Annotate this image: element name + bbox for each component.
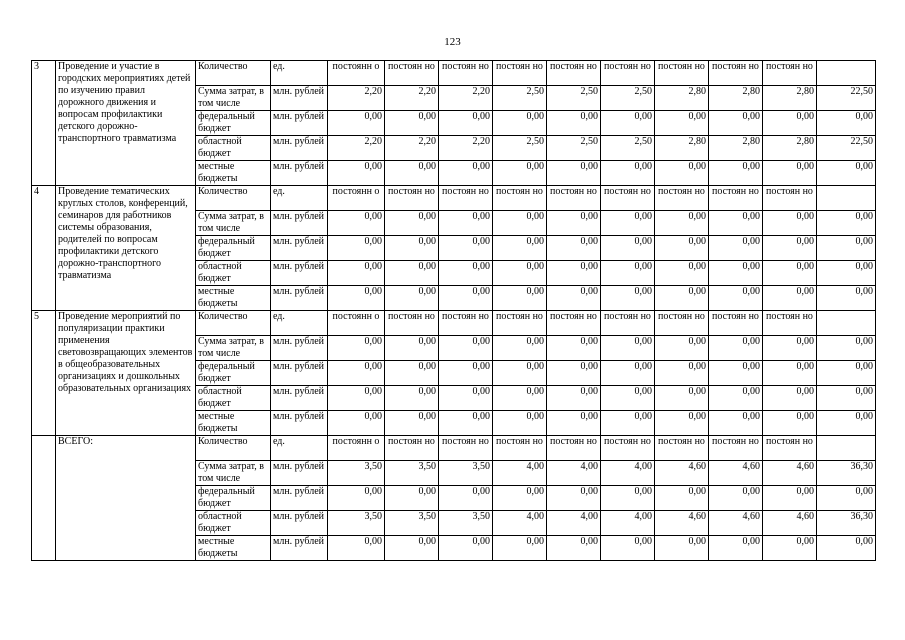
year-value-cell: 4,60 <box>709 511 763 536</box>
table-row <box>32 186 876 211</box>
indicator-cell: областной бюджет <box>196 511 271 536</box>
year-value-cell: 0,00 <box>709 336 763 361</box>
year-value-cell: 0,00 <box>655 336 709 361</box>
year-value-cell: 0,00 <box>547 236 601 261</box>
unit-cell: млн. рублей <box>271 361 328 386</box>
year-value-cell: 4,60 <box>709 461 763 486</box>
activity-name: Проведение тематических круглых столов, конференций, семинаров для работников системы образования, родителей по вопросам профилактики детского дорожно-транспортного травматизма <box>56 186 196 311</box>
year-value-cell: 0,00 <box>601 261 655 286</box>
indicator-cell: Сумма затрат, в том числе <box>196 86 271 111</box>
year-value-cell: 0,00 <box>493 411 547 436</box>
year-value-cell: 0,00 <box>328 386 385 411</box>
activity-number: 4 <box>32 186 56 311</box>
year-value-cell: постоян но <box>763 61 817 86</box>
activity-name: Проведение и участие в городских мероприятиях детей по изучению правил дорожного движения и вопросам профилактики детского дорожно-транспортного травматизма <box>56 61 196 186</box>
year-value-cell: 0,00 <box>439 261 493 286</box>
indicator-cell: областной бюджет <box>196 136 271 161</box>
year-value-cell: 3,50 <box>328 461 385 486</box>
year-value-cell: 0,00 <box>709 361 763 386</box>
year-value-cell: 0,00 <box>601 211 655 236</box>
indicator-cell: местные бюджеты <box>196 161 271 186</box>
year-value-cell: 0,00 <box>763 386 817 411</box>
year-value-cell: 0,00 <box>655 386 709 411</box>
indicator-cell: федеральный бюджет <box>196 486 271 511</box>
indicator-cell: местные бюджеты <box>196 411 271 436</box>
year-value-cell: 0,00 <box>493 486 547 511</box>
indicator-cell: Сумма затрат, в том числе <box>196 336 271 361</box>
year-value-cell: 0,00 <box>547 211 601 236</box>
year-value-cell: 0,00 <box>439 386 493 411</box>
year-value-cell: постоян но <box>439 61 493 86</box>
year-value-cell: постоян но <box>601 436 655 461</box>
year-value-cell: 2,20 <box>439 136 493 161</box>
year-value-cell: постоян но <box>709 186 763 211</box>
year-value-cell: 0,00 <box>328 111 385 136</box>
year-value-cell: постоян но <box>439 436 493 461</box>
year-value-cell: постоян но <box>493 436 547 461</box>
year-value-cell: 3,50 <box>439 461 493 486</box>
year-value-cell: 0,00 <box>763 236 817 261</box>
year-value-cell: 0,00 <box>763 111 817 136</box>
year-value-cell: 0,00 <box>547 486 601 511</box>
year-value-cell: постоян но <box>655 311 709 336</box>
unit-cell: ед. <box>271 186 328 211</box>
unit-cell: млн. рублей <box>271 86 328 111</box>
year-value-cell: постоян но <box>709 311 763 336</box>
year-value-cell: 2,50 <box>493 136 547 161</box>
year-value-cell: 0,00 <box>547 536 601 561</box>
year-value-cell: 0,00 <box>601 286 655 311</box>
unit-cell: млн. рублей <box>271 111 328 136</box>
year-value-cell: 0,00 <box>709 286 763 311</box>
year-value-cell: 4,60 <box>655 511 709 536</box>
year-value-cell: 0,00 <box>547 336 601 361</box>
total-value-cell: 0,00 <box>817 411 876 436</box>
year-value-cell: 0,00 <box>493 336 547 361</box>
total-value-cell: 0,00 <box>817 161 876 186</box>
year-value-cell: 0,00 <box>439 536 493 561</box>
year-value-cell: 4,60 <box>655 461 709 486</box>
year-value-cell: 0,00 <box>601 361 655 386</box>
year-value-cell: 0,00 <box>709 161 763 186</box>
year-value-cell: 2,80 <box>763 136 817 161</box>
year-value-cell: постоян но <box>763 311 817 336</box>
year-value-cell: постоян но <box>439 186 493 211</box>
year-value-cell: 3,50 <box>328 511 385 536</box>
year-value-cell: 0,00 <box>601 111 655 136</box>
year-value-cell: 0,00 <box>385 411 439 436</box>
year-value-cell: 2,20 <box>439 86 493 111</box>
unit-cell: млн. рублей <box>271 536 328 561</box>
year-value-cell: 0,00 <box>439 286 493 311</box>
year-value-cell: 0,00 <box>601 411 655 436</box>
year-value-cell: 0,00 <box>493 211 547 236</box>
year-value-cell: постоян но <box>547 186 601 211</box>
year-value-cell: 0,00 <box>709 536 763 561</box>
unit-cell: млн. рублей <box>271 211 328 236</box>
activity-number <box>32 436 56 561</box>
unit-cell: млн. рублей <box>271 236 328 261</box>
year-value-cell: 2,50 <box>601 136 655 161</box>
total-value-cell: 0,00 <box>817 361 876 386</box>
year-value-cell: постоян но <box>547 436 601 461</box>
year-value-cell: 0,00 <box>493 286 547 311</box>
year-value-cell: 0,00 <box>493 261 547 286</box>
year-value-cell: постоян но <box>547 311 601 336</box>
year-value-cell: 0,00 <box>655 236 709 261</box>
year-value-cell: 0,00 <box>439 486 493 511</box>
year-value-cell: 0,00 <box>601 386 655 411</box>
total-value-cell <box>817 61 876 86</box>
table-row <box>32 311 876 336</box>
year-value-cell: 0,00 <box>385 261 439 286</box>
year-value-cell: постоян но <box>439 311 493 336</box>
year-value-cell: постоян но <box>385 61 439 86</box>
year-value-cell: 0,00 <box>385 236 439 261</box>
year-value-cell: 2,80 <box>655 86 709 111</box>
year-value-cell: 3,50 <box>385 461 439 486</box>
year-value-cell: 0,00 <box>547 261 601 286</box>
year-value-cell: 0,00 <box>709 211 763 236</box>
year-value-cell: 0,00 <box>439 411 493 436</box>
year-value-cell: 4,00 <box>493 511 547 536</box>
indicator-cell: Количество <box>196 311 271 336</box>
year-value-cell: постоян но <box>385 186 439 211</box>
total-value-cell: 0,00 <box>817 111 876 136</box>
indicator-cell: Сумма затрат, в том числе <box>196 211 271 236</box>
total-value-cell: 0,00 <box>817 236 876 261</box>
year-value-cell: 2,20 <box>328 136 385 161</box>
year-value-cell: 0,00 <box>385 211 439 236</box>
year-value-cell: 0,00 <box>709 386 763 411</box>
year-value-cell: 0,00 <box>439 211 493 236</box>
total-value-cell: 0,00 <box>817 486 876 511</box>
year-value-cell: постоян но <box>655 186 709 211</box>
program-activities-table <box>31 60 876 561</box>
year-value-cell: 0,00 <box>601 236 655 261</box>
total-value-cell: 22,50 <box>817 86 876 111</box>
year-value-cell: 0,00 <box>328 211 385 236</box>
year-value-cell: 0,00 <box>763 286 817 311</box>
year-value-cell: 0,00 <box>763 536 817 561</box>
year-value-cell: постоянн о <box>328 61 385 86</box>
year-value-cell: постоян но <box>763 436 817 461</box>
unit-cell: ед. <box>271 436 328 461</box>
year-value-cell: 4,00 <box>547 511 601 536</box>
unit-cell: млн. рублей <box>271 336 328 361</box>
year-value-cell: 4,00 <box>601 461 655 486</box>
year-value-cell: постоян но <box>601 311 655 336</box>
page-number: 123 <box>444 36 461 48</box>
year-value-cell: 0,00 <box>439 161 493 186</box>
unit-cell: ед. <box>271 311 328 336</box>
year-value-cell: постоян но <box>709 436 763 461</box>
indicator-cell: местные бюджеты <box>196 286 271 311</box>
indicator-cell: областной бюджет <box>196 386 271 411</box>
unit-cell: млн. рублей <box>271 161 328 186</box>
activity-name: ВСЕГО: <box>56 436 196 561</box>
year-value-cell: 0,00 <box>385 536 439 561</box>
year-value-cell: 0,00 <box>655 486 709 511</box>
year-value-cell: 4,00 <box>547 461 601 486</box>
year-value-cell: 0,00 <box>328 336 385 361</box>
year-value-cell: 0,00 <box>385 386 439 411</box>
indicator-cell: Количество <box>196 186 271 211</box>
indicator-cell: Количество <box>196 436 271 461</box>
year-value-cell: 0,00 <box>763 361 817 386</box>
year-value-cell: 0,00 <box>328 161 385 186</box>
year-value-cell: 0,00 <box>655 361 709 386</box>
year-value-cell: 0,00 <box>328 236 385 261</box>
unit-cell: млн. рублей <box>271 511 328 536</box>
year-value-cell: 0,00 <box>493 161 547 186</box>
year-value-cell: 0,00 <box>385 336 439 361</box>
year-value-cell: 3,50 <box>439 511 493 536</box>
year-value-cell: 4,00 <box>493 461 547 486</box>
year-value-cell: постоян но <box>655 436 709 461</box>
year-value-cell: 2,80 <box>763 86 817 111</box>
year-value-cell: 2,80 <box>655 136 709 161</box>
unit-cell: млн. рублей <box>271 286 328 311</box>
year-value-cell: 2,50 <box>493 86 547 111</box>
unit-cell: млн. рублей <box>271 411 328 436</box>
year-value-cell: постоян но <box>763 186 817 211</box>
unit-cell: млн. рублей <box>271 386 328 411</box>
indicator-cell: Количество <box>196 61 271 86</box>
year-value-cell: 3,50 <box>385 511 439 536</box>
year-value-cell: постоян но <box>385 311 439 336</box>
indicator-cell: областной бюджет <box>196 261 271 286</box>
indicator-cell: федеральный бюджет <box>196 236 271 261</box>
unit-cell: млн. рублей <box>271 261 328 286</box>
year-value-cell: 0,00 <box>547 411 601 436</box>
year-value-cell: 0,00 <box>655 211 709 236</box>
year-value-cell: 2,20 <box>328 86 385 111</box>
indicator-cell: местные бюджеты <box>196 536 271 561</box>
year-value-cell: 0,00 <box>655 286 709 311</box>
indicator-cell: Сумма затрат, в том числе <box>196 461 271 486</box>
year-value-cell: 0,00 <box>547 386 601 411</box>
year-value-cell: 0,00 <box>655 536 709 561</box>
year-value-cell: 0,00 <box>763 211 817 236</box>
total-value-cell: 0,00 <box>817 211 876 236</box>
year-value-cell: 0,00 <box>601 336 655 361</box>
year-value-cell: 0,00 <box>328 411 385 436</box>
year-value-cell: 0,00 <box>439 236 493 261</box>
year-value-cell: 0,00 <box>439 336 493 361</box>
year-value-cell: постоян но <box>493 61 547 86</box>
year-value-cell: постоян но <box>493 311 547 336</box>
unit-cell: млн. рублей <box>271 461 328 486</box>
year-value-cell: 0,00 <box>493 111 547 136</box>
year-value-cell: 0,00 <box>547 361 601 386</box>
year-value-cell: 0,00 <box>709 111 763 136</box>
year-value-cell: постоян но <box>709 61 763 86</box>
year-value-cell: 0,00 <box>763 411 817 436</box>
year-value-cell: 0,00 <box>763 161 817 186</box>
year-value-cell: 0,00 <box>493 361 547 386</box>
year-value-cell: 0,00 <box>601 486 655 511</box>
year-value-cell: 0,00 <box>385 286 439 311</box>
year-value-cell: постоян но <box>601 61 655 86</box>
table-row <box>32 61 876 86</box>
year-value-cell: 0,00 <box>328 361 385 386</box>
total-value-cell <box>817 436 876 461</box>
year-value-cell: 0,00 <box>328 286 385 311</box>
year-value-cell: 4,60 <box>763 461 817 486</box>
year-value-cell: 0,00 <box>547 286 601 311</box>
year-value-cell: 2,20 <box>385 136 439 161</box>
year-value-cell: 0,00 <box>328 536 385 561</box>
year-value-cell: 0,00 <box>709 261 763 286</box>
total-value-cell <box>817 311 876 336</box>
total-value-cell: 0,00 <box>817 261 876 286</box>
year-value-cell: постоянн о <box>328 311 385 336</box>
year-value-cell: 2,50 <box>547 136 601 161</box>
year-value-cell: постоян но <box>385 436 439 461</box>
year-value-cell: 0,00 <box>385 486 439 511</box>
year-value-cell: 2,50 <box>601 86 655 111</box>
year-value-cell: 0,00 <box>655 261 709 286</box>
year-value-cell: 0,00 <box>493 236 547 261</box>
activity-number: 5 <box>32 311 56 436</box>
year-value-cell: 0,00 <box>763 336 817 361</box>
year-value-cell: 0,00 <box>709 411 763 436</box>
year-value-cell: 0,00 <box>328 261 385 286</box>
year-value-cell: 0,00 <box>655 111 709 136</box>
year-value-cell: постоянн о <box>328 186 385 211</box>
year-value-cell: 0,00 <box>547 161 601 186</box>
year-value-cell: постоян но <box>547 61 601 86</box>
year-value-cell: 0,00 <box>493 386 547 411</box>
year-value-cell: 0,00 <box>655 411 709 436</box>
year-value-cell: постоян но <box>601 186 655 211</box>
year-value-cell: 0,00 <box>385 361 439 386</box>
activity-number: 3 <box>32 61 56 186</box>
total-value-cell: 0,00 <box>817 386 876 411</box>
total-value-cell: 0,00 <box>817 286 876 311</box>
year-value-cell: 0,00 <box>493 536 547 561</box>
year-value-cell: 0,00 <box>439 111 493 136</box>
year-value-cell: постоянн о <box>328 436 385 461</box>
year-value-cell: 0,00 <box>385 111 439 136</box>
year-value-cell: 0,00 <box>328 486 385 511</box>
table-row <box>32 436 876 461</box>
year-value-cell: 2,80 <box>709 136 763 161</box>
indicator-cell: федеральный бюджет <box>196 111 271 136</box>
year-value-cell: 4,60 <box>763 511 817 536</box>
year-value-cell: 0,00 <box>709 236 763 261</box>
table-body <box>32 61 876 561</box>
year-value-cell: 0,00 <box>763 486 817 511</box>
indicator-cell: федеральный бюджет <box>196 361 271 386</box>
year-value-cell: 0,00 <box>709 486 763 511</box>
year-value-cell: 0,00 <box>763 261 817 286</box>
year-value-cell: 4,00 <box>601 511 655 536</box>
year-value-cell: постоян но <box>655 61 709 86</box>
total-value-cell: 22,50 <box>817 136 876 161</box>
year-value-cell: 0,00 <box>439 361 493 386</box>
total-value-cell <box>817 186 876 211</box>
year-value-cell: 0,00 <box>601 536 655 561</box>
total-value-cell: 0,00 <box>817 536 876 561</box>
year-value-cell: 2,50 <box>547 86 601 111</box>
total-value-cell: 36,30 <box>817 511 876 536</box>
year-value-cell: 0,00 <box>385 161 439 186</box>
unit-cell: млн. рублей <box>271 486 328 511</box>
year-value-cell: 2,80 <box>709 86 763 111</box>
total-value-cell: 36,30 <box>817 461 876 486</box>
activity-name: Проведение мероприятий по популяризации практики применения световозвращающих элементов в общеобразовательных организациях и дошкольных образовательных организациях <box>56 311 196 436</box>
year-value-cell: 2,20 <box>385 86 439 111</box>
unit-cell: ед. <box>271 61 328 86</box>
year-value-cell: 0,00 <box>601 161 655 186</box>
year-value-cell: 0,00 <box>547 111 601 136</box>
year-value-cell: 0,00 <box>655 161 709 186</box>
year-value-cell: постоян но <box>493 186 547 211</box>
unit-cell: млн. рублей <box>271 136 328 161</box>
total-value-cell: 0,00 <box>817 336 876 361</box>
